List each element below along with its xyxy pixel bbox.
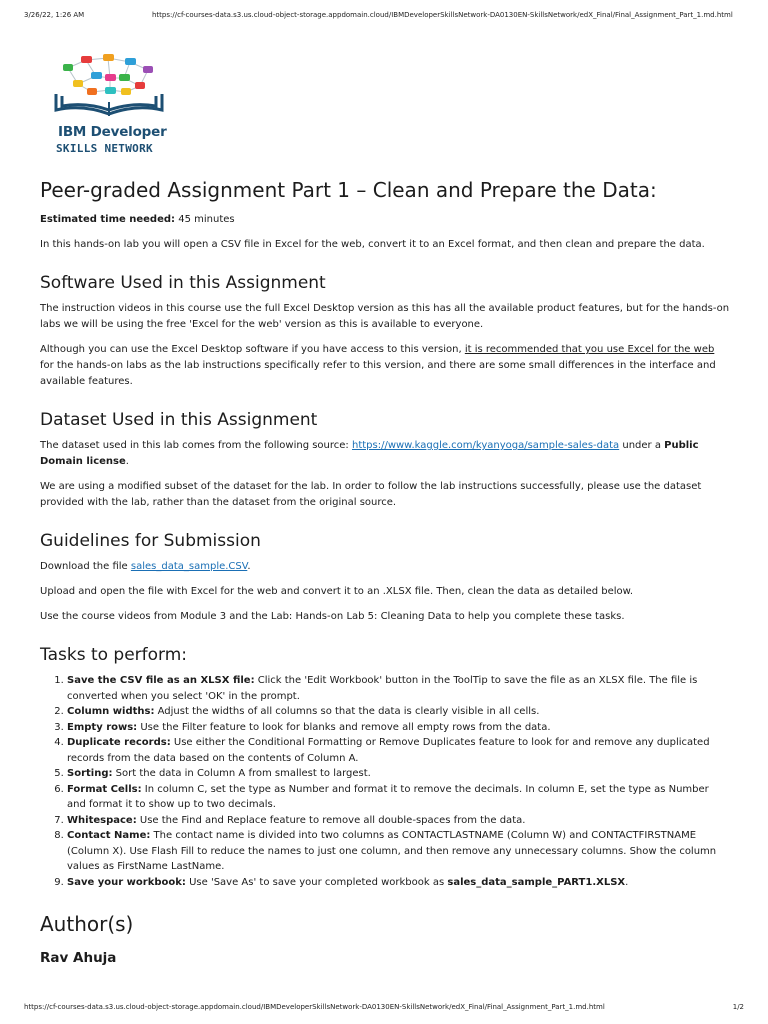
kaggle-dataset-link[interactable]: https://www.kaggle.com/kyanyoga/sample-sales-data — [351, 440, 620, 451]
intro-paragraph: In this hands-on lab you will open a CSV file in Excel for the web, convert it to an Excel format, and then clean and prepare the data. — [40, 239, 705, 250]
task-item: 4. Duplicate records: Use either the Conditional Formatting or Remove Duplicates feature to look for and remove any duplicated records from the data based on the contents of Column A. — [67, 735, 730, 766]
section-heading-software: Software Used in this Assignment — [40, 273, 326, 293]
task-item: 3. Empty rows: Use the Filter feature to look for blanks and remove all empty rows from the data. — [67, 720, 730, 736]
task-item: 5. Sorting: Sort the data in Column A from smallest to largest. — [67, 766, 730, 782]
task-item: 9. Save your workbook: Use 'Save As' to save your completed workbook as sales_data_sample_PART1.XLSX. — [67, 875, 730, 891]
document-content — [40, 178, 730, 966]
author-name: Rav Ahuja — [40, 950, 117, 966]
recommendation-underlined: it is recommended that you use Excel for the web — [464, 344, 715, 355]
network-book-logo-icon — [48, 50, 170, 122]
task-list — [40, 673, 730, 890]
task-item: 8. Contact Name: The contact name is divided into two columns as CONTACTLASTNAME (Column W) and CONTACTFIRSTNAME (Column X). Use Flash Fill to reduce the names to just one column, and then remove any unnecessary columns. Show the column values as FirstName LastName. — [67, 828, 730, 875]
logo-text-skills-network: SKILLS NETWORK — [56, 142, 153, 155]
csv-download-link[interactable]: sales_data_sample.CSV — [130, 561, 248, 572]
print-footer-url: https://cf-courses-data.s3.us.cloud-object-storage.appdomain.cloud/IBMDeveloperSkillsNetwork-DA0130EN-SkillsNetwork/edX_Final/Final_Assignment_Part_1.md.html — [24, 1003, 605, 1011]
task-item: 1. Save the CSV file as an XLSX file: Click the 'Edit Workbook' button in the ToolTip to save the file as an XLSX file. The file is converted when you select 'OK' in the prompt. — [67, 673, 730, 704]
section-heading-dataset: Dataset Used in this Assignment — [40, 410, 318, 430]
estimated-time-label: Estimated time needed: — [40, 214, 176, 225]
software-paragraph-2: Although you can use the Excel Desktop software if you have access to this version, it is recommended that you use Excel for the web for the hands-on labs as the lab instructions specifically refer to this version, and there are some small differences in the interface and available features. — [40, 344, 716, 387]
license-bold: Public Domain license — [40, 440, 699, 467]
guidelines-paragraph-2: Upload and open the file with Excel for the web and convert it to an .XLSX file. Then, clean the data as detailed below. — [40, 586, 634, 597]
print-date: 3/26/22, 1:26 AM — [24, 11, 85, 19]
section-heading-author: Author(s) — [40, 912, 134, 936]
print-page-number: 1/2 — [732, 1003, 744, 1011]
print-header-url: https://cf-courses-data.s3.us.cloud-object-storage.appdomain.cloud/IBMDeveloperSkillsNetwork-DA0130EN-SkillsNetwork/edX_Final/Final_Assignment_Part_1.md.html — [152, 11, 733, 19]
guidelines-paragraph-1: Download the file sales_data_sample.CSV. — [40, 561, 251, 572]
section-heading-guidelines: Guidelines for Submission — [40, 531, 261, 551]
estimated-time-value: 45 minutes — [178, 214, 235, 225]
task-item: 2. Column widths: Adjust the widths of all columns so that the data is clearly visible in all cells. — [67, 704, 730, 720]
task-item: 7. Whitespace: Use the Find and Replace feature to remove all double-spaces from the data. — [67, 813, 730, 829]
dataset-paragraph-1: The dataset used in this lab comes from the following source: https://www.kaggle.com/kyanyoga/sample-sales-data under a Public Domain license. — [40, 440, 699, 467]
dataset-paragraph-2: We are using a modified subset of the dataset for the lab. In order to follow the lab instructions successfully, please use the dataset provided with the lab, rather than the dataset from the original source. — [40, 481, 702, 508]
page-title: Peer-graded Assignment Part 1 – Clean and Prepare the Data: — [40, 178, 657, 202]
estimated-time — [40, 212, 730, 228]
ibm-skills-network-logo — [48, 50, 170, 158]
task-item: 6. Format Cells: In column C, set the type as Number and format it to remove the decimals. In column E, set the type as Number and format it to show up to two decimals. — [67, 782, 730, 813]
software-paragraph-1: The instruction videos in this course use the full Excel Desktop version as this has all the available product features, but for the hands-on labs we will be using the free 'Excel for the web' version as this is available to everyone. — [40, 303, 730, 330]
section-heading-tasks: Tasks to perform: — [40, 645, 188, 665]
guidelines-paragraph-3: Use the course videos from Module 3 and the Lab: Hands-on Lab 5: Cleaning Data to help you complete these tasks. — [40, 611, 625, 622]
logo-text-ibm-developer: IBM Developer — [58, 124, 167, 140]
